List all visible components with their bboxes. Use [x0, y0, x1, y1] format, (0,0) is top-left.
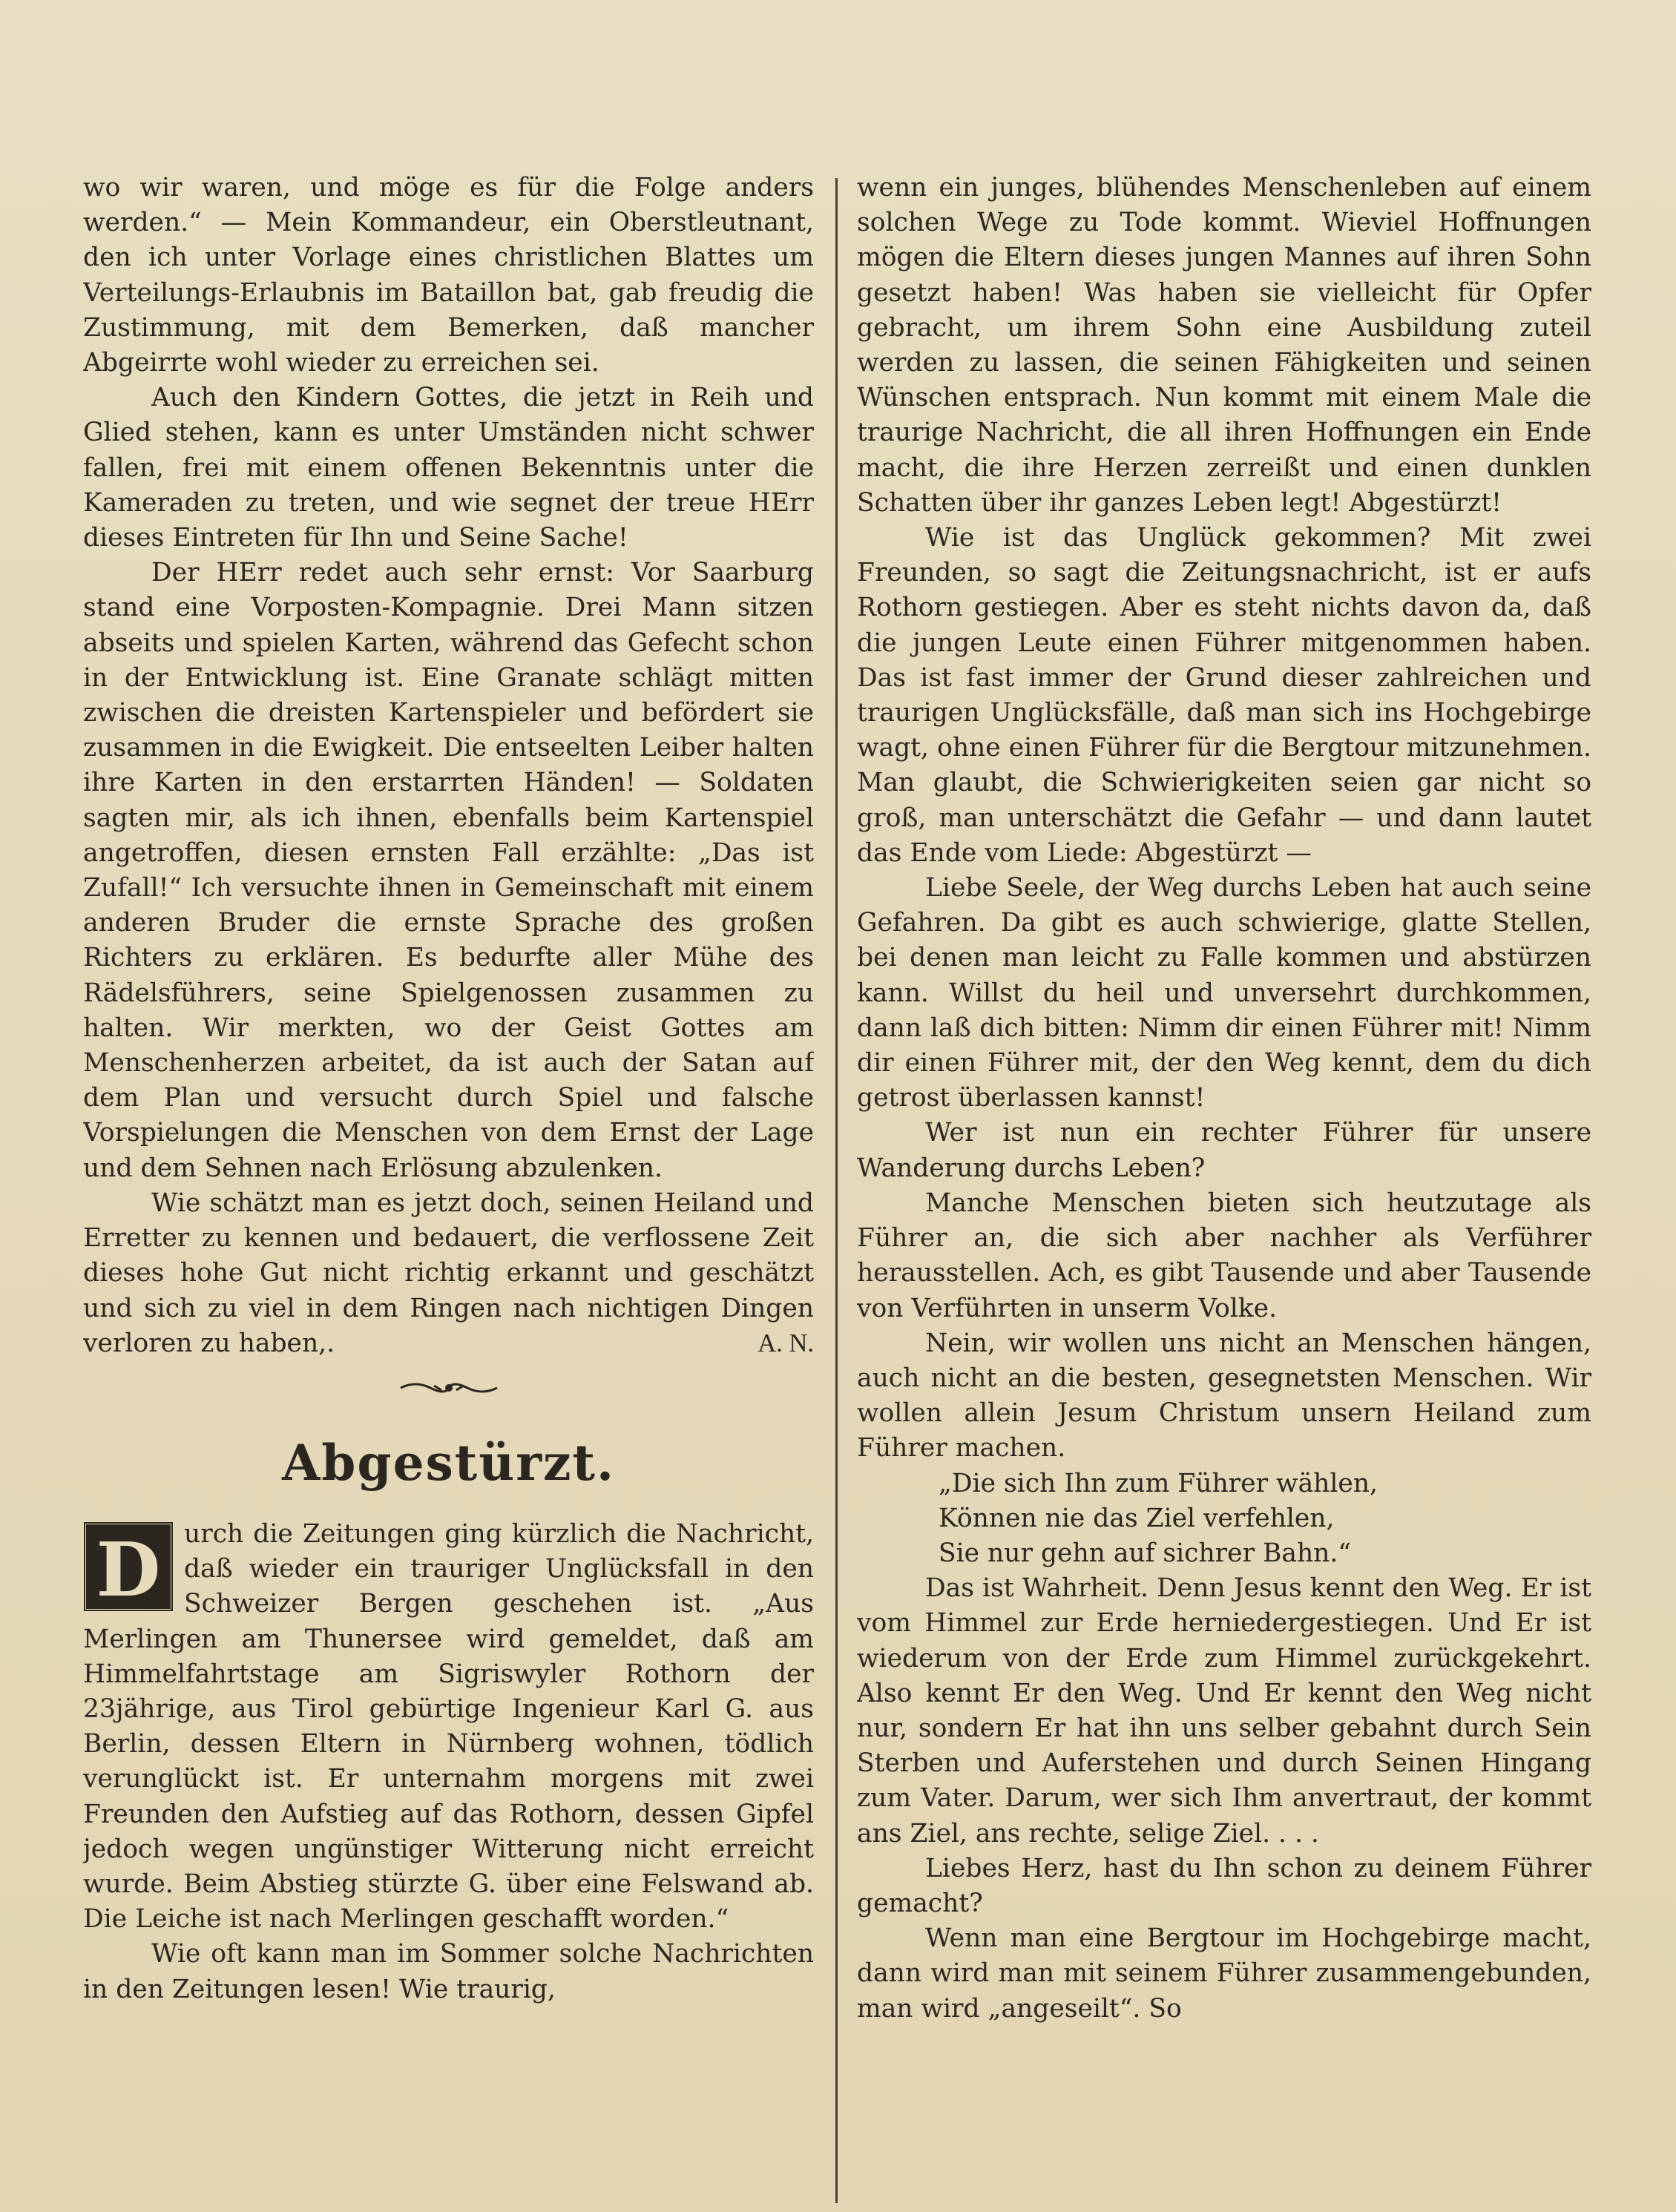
poem-quote	[939, 1467, 1591, 1572]
paragraph-text: Wie schätzt man es jetzt doch, seinen Heiland und Erretter zu kennen und bedauert, die verflossene Zeit dieses hohe Gut nicht richtig erkannt und geschätzt und sich zu viel in dem Ringen nach nichtigen Dingen verloren zu haben,.	[83, 1188, 814, 1358]
drop-cap: D	[83, 1521, 174, 1612]
paragraph: Der HErr redet auch sehr ernst: Vor Saarburg stand eine Vorposten-Kompagnie. Drei Mann sitzen abseits und spielen Karten, während das Gefecht schon in der Entwicklung ist. Eine Granate schlägt mitten zwischen die dreisten Kartenspieler und befördert sie zusammen in die Ewigkeit. Die entseelten Leiber halten ihre Karten in den erstarrten Händen! — Soldaten sagten mir, als ich ihnen, ebenfalls beim Kartenspiel angetroffen, diesen ernsten Fall erzählte: „Das ist Zufall!“ Ich versuchte ihnen in Gemeinschaft mit einem anderen Bruder die ernste Sprache des großen Richters zu erklären. Es bedurfte aller Mühe des Rädelsführers, seine Spielgenossen zusammen zu halten. Wir merkten, wo der Geist Gottes am Menschenherzen arbeitet, da ist auch der Satan auf dem Plan und versucht durch Spiel und falsche Vorspielungen die Menschen von dem Ernst der Lage und dem Sehnen nach Erlösung abzulenken.	[83, 558, 814, 1183]
right-column	[857, 171, 1591, 2203]
paragraph: Wer ist nun ein rechter Führer für unsere Wanderung durchs Leben?	[857, 1118, 1591, 1183]
paragraph	[83, 1186, 814, 1361]
paragraph: Manche Menschen bieten sich heutzutage als Führer an, die sich aber nachher als Verführer herausstellen. Ach, es gibt Tausende und aber Tausende von Verführten in unserm Volke.	[857, 1188, 1591, 1323]
paragraph: wenn ein junges, blühendes Menschenleben auf einem solchen Wege zu Tode kommt. Wieviel Hoffnungen mögen die Eltern dieses jungen Mannes auf ihren Sohn gesetzt haben! Was haben sie vielleicht für Opfer gebracht, um ihrem Sohn eine Ausbildung zuteil werden zu lassen, die seinen Fähigkeiten und seinen Wünschen entsprach. Nun kommt mit einem Male die traurige Nachricht, die all ihren Hoffnungen ein Ende macht, die ihre Herzen zerreißt und einen dunklen Schatten über ihr ganzes Leben legt! Abgestürzt!	[857, 173, 1591, 518]
paragraph: Wenn man eine Bergtour im Hochgebirge macht, dann wird man mit seinem Führer zusammengebunden, man wird „angeseilt“. So	[857, 1923, 1591, 2024]
paragraph	[83, 1517, 814, 1937]
left-column	[83, 171, 814, 2203]
ornament-divider-icon	[83, 1361, 814, 1413]
paragraph: wo wir waren, und möge es für die Folge anders werden.“ — Mein Kommandeur, ein Oberstleutnant, den ich unter Vorlage eines christlichen Blattes um Verteilungs-Erlaubnis im Bataillon bat, gab freudig die Zustimmung, mit dem Bemerken, daß mancher Abgeirrte wohl wieder zu erreichen sei.	[83, 173, 814, 378]
paragraph-text: urch die Zeitungen ging kürzlich die Nachricht, daß wieder ein trauriger Unglücksfall in den Schweizer Bergen geschehen ist. „Aus Merlingen am Thunersee wird gemeldet, daß am Himmelfahrtstage am Sigriswyler Rothorn der 23jährige, aus Tirol gebürtige Ingenieur Karl G. aus Berlin, dessen Eltern in Nürnberg wohnen, tödlich verunglückt ist. Er unternahm morgens mit zwei Freunden den Aufstieg auf das Rothorn, dessen Gipfel jedoch wegen ungünstiger Witterung nicht erreicht wurde. Beim Abstieg stürzte G. über eine Felswand ab. Die Leiche ist nach Merlingen geschafft worden.“	[83, 1518, 814, 1935]
paragraph: Wie oft kann man im Sommer solche Nachrichten in den Zeitungen lesen! Wie traurig,	[83, 1939, 814, 2004]
paragraph: Nein, wir wollen uns nicht an Menschen hängen, auch nicht an die besten, gesegnetsten Menschen. Wir wollen allein Jesum Christum unsern Heiland zum Führer machen.	[857, 1328, 1591, 1464]
paragraph: Auch den Kindern Gottes, die jetzt in Reih und Glied stehen, kann es unter Umständen nicht schwer fallen, frei mit einem offenen Bekenntnis unter die Kameraden zu treten, und wie segnet der treue HErr dieses Eintreten für Ihn und Seine Sache!	[83, 383, 814, 553]
paragraph: Liebes Herz, hast du Ihn schon zu deinem Führer gemacht?	[857, 1853, 1591, 1918]
article-title: Abgestürzt.	[282, 1433, 615, 1492]
paragraph: Liebe Seele, der Weg durchs Leben hat auch seine Gefahren. Da gibt es auch schwierige, glatte Stellen, bei denen man leicht zu Falle kommen und abstürzen kann. Willst du heil und unversehrt durchkommen, dann laß dich bitten: Nimm dir einen Führer mit! Nimm dir einen Führer mit, der den Weg kennt, dem du dich getrost überlassen kannst!	[857, 873, 1591, 1113]
paragraph: Wie ist das Unglück gekommen? Mit zwei Freunden, so sagt die Zeitungsnachricht, ist er aufs Rothorn gestiegen. Aber es steht nichts davon da, daß die jungen Leute einen Führer mitgenommen haben. Das ist fast immer der Grund dieser zahlreichen und traurigen Unglücksfälle, daß man sich ins Hochgebirge wagt, ohne einen Führer für die Bergtour mitzunehmen. Man glaubt, die Schwierigkeiten seien gar nicht so groß, man unterschätzt die Gefahr — und dann lautet das Ende vom Liede: Abgestürzt —	[857, 523, 1591, 868]
author-signature: A. N.	[758, 1329, 814, 1357]
paragraph: Das ist Wahrheit. Denn Jesus kennt den Weg. Er ist vom Himmel zur Erde herniedergestiegen. Und Er ist wiederum von der Erde zum Himmel zurückgekehrt. Also kennt Er den Weg. Und Er kennt den Weg nicht nur, sondern Er hat ihn uns selber gebahnt durch Sein Sterben und Auferstehen und durch Seinen Hingang zum Vater. Darum, wer sich Ihm anvertraut, der kommt ans Ziel, ans rechte, selige Ziel. . . .	[857, 1573, 1591, 1849]
column-rule	[835, 178, 838, 2203]
poem-line: „Die sich Ihn zum Führer wählen,	[939, 1468, 1378, 1498]
poem-line: Sie nur gehn auf sichrer Bahn.“	[939, 1538, 1351, 1568]
poem-line: Können nie das Ziel verfehlen,	[939, 1503, 1335, 1533]
